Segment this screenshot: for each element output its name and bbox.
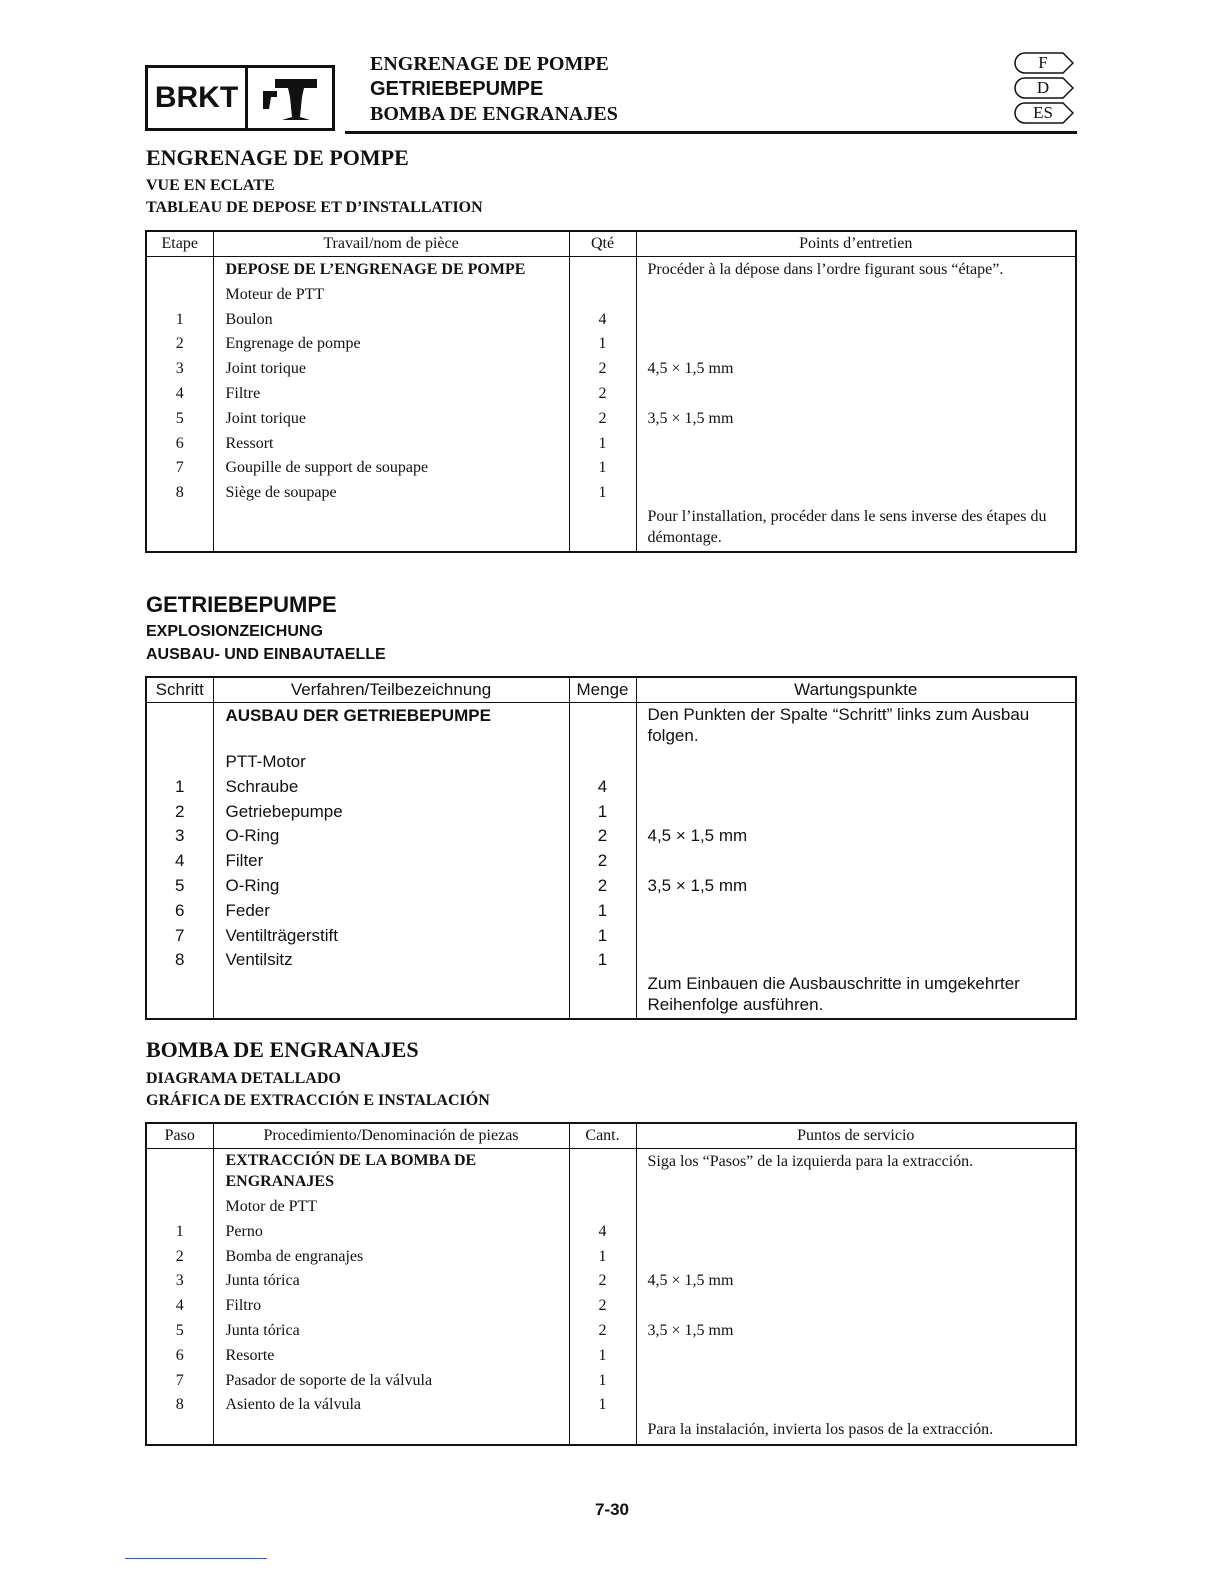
column-header: Procedimiento/Denominación de piezas bbox=[213, 1123, 569, 1149]
section-subtitle-fr-2: TABLEAU DE DEPOSE ET D’INSTALLATION bbox=[146, 199, 483, 216]
table-row: 5 Joint torique 2 3,5 × 1,5 mm bbox=[146, 407, 1076, 432]
table-fr bbox=[145, 230, 1077, 553]
table-row bbox=[146, 257, 1076, 283]
column-header: Schritt bbox=[146, 677, 213, 703]
header-titles bbox=[370, 52, 618, 127]
column-header: Points d’entretien bbox=[636, 231, 1076, 257]
table-row: 2 Engrenage de pompe 1 bbox=[146, 332, 1076, 357]
footer-divider bbox=[125, 1558, 267, 1559]
table-de bbox=[145, 676, 1077, 1020]
table-row: 6 Feder 1 bbox=[146, 899, 1076, 924]
table-row: 5 O-Ring 2 3,5 × 1,5 mm bbox=[146, 874, 1076, 899]
table-row bbox=[146, 1418, 1076, 1445]
column-header: Etape bbox=[146, 231, 213, 257]
table-row: 6 Ressort 1 bbox=[146, 432, 1076, 457]
column-header: Wartungspunkte bbox=[636, 677, 1076, 703]
language-badge-es: ES bbox=[1014, 102, 1074, 124]
section-title-es: BOMBA DE ENGRANAJES bbox=[146, 1037, 419, 1062]
motor-label: PTT-Motor bbox=[213, 750, 569, 775]
table-row: 6 Resorte 1 bbox=[146, 1344, 1076, 1369]
table-row: 8 Ventilsitz 1 bbox=[146, 948, 1076, 973]
table-row: 1 Schraube 4 bbox=[146, 775, 1076, 800]
lead-label: AUSBAU DER GETRIEBEPUMPE bbox=[213, 703, 569, 751]
table-row: 7 Pasador de soporte de la válvula 1 bbox=[146, 1369, 1076, 1394]
end-note: Para la instalación, invierta los pasos de la extracción. bbox=[636, 1418, 1076, 1445]
table-row: 4 Filtro 2 bbox=[146, 1294, 1076, 1319]
table-row: 2 Getriebepumpe 1 bbox=[146, 800, 1076, 825]
table-row bbox=[146, 973, 1076, 1019]
lead-label: EXTRACCIÓN DE LA BOMBA DE ENGRANAJES bbox=[213, 1149, 569, 1196]
table-row: 1 Perno 4 bbox=[146, 1220, 1076, 1245]
lead-label: DEPOSE DE L’ENGRENAGE DE POMPE bbox=[213, 257, 569, 283]
table-row: 7 Goupille de support de soupape 1 bbox=[146, 456, 1076, 481]
table-row bbox=[146, 1195, 1076, 1220]
column-header: Paso bbox=[146, 1123, 213, 1149]
table-row: 1 Boulon 4 bbox=[146, 308, 1076, 333]
chapter-badge bbox=[145, 65, 335, 131]
table-row: 8 Siège de soupape 1 bbox=[146, 481, 1076, 506]
header-title-de: GETRIEBEPUMPE bbox=[370, 78, 544, 100]
language-badges bbox=[1014, 52, 1074, 127]
language-badge-f: F bbox=[1014, 52, 1074, 74]
language-badge-d: D bbox=[1014, 77, 1074, 99]
header-rule bbox=[345, 131, 1077, 134]
motor-label: Moteur de PTT bbox=[213, 283, 569, 308]
section-subtitle-es-2: GRÁFICA DE EXTRACCIÓN E INSTALACIÓN bbox=[146, 1092, 490, 1109]
header-title-fr: ENGRENAGE DE POMPE bbox=[370, 53, 609, 75]
section-subtitle-fr-1: VUE EN ECLATE bbox=[146, 177, 275, 194]
table-row bbox=[146, 750, 1076, 775]
section-subtitle-de-1: EXPLOSIONZEICHUNG bbox=[146, 623, 323, 640]
table-row: 3 Joint torique 2 4,5 × 1,5 mm bbox=[146, 357, 1076, 382]
table-row: 2 Bomba de engranajes 1 bbox=[146, 1245, 1076, 1270]
section-subtitle-es-1: DIAGRAMA DETALLADO bbox=[146, 1070, 341, 1087]
table-es bbox=[145, 1122, 1077, 1446]
column-header: Menge bbox=[569, 677, 636, 703]
table-row: 3 O-Ring 2 4,5 × 1,5 mm bbox=[146, 824, 1076, 849]
lead-note: Siga los “Pasos” de la izquierda para la extracción. bbox=[636, 1149, 1076, 1196]
motor-label: Motor de PTT bbox=[213, 1195, 569, 1220]
table-row: 4 Filtre 2 bbox=[146, 382, 1076, 407]
table-row: 3 Junta tórica 2 4,5 × 1,5 mm bbox=[146, 1269, 1076, 1294]
table-row bbox=[146, 703, 1076, 751]
section-subtitle-de-2: AUSBAU- UND EINBAUTAELLE bbox=[146, 646, 386, 663]
table-row: 8 Asiento de la válvula 1 bbox=[146, 1393, 1076, 1418]
lead-note: Procéder à la dépose dans l’ordre figurant sous “étape”. bbox=[636, 257, 1076, 283]
page-number: 7-30 bbox=[594, 1500, 630, 1519]
end-note: Zum Einbauen die Ausbauschritte in umgekehrter Reihenfolge ausführen. bbox=[636, 973, 1076, 1019]
column-header: Travail/nom de pièce bbox=[213, 231, 569, 257]
table-row: 4 Filter 2 bbox=[146, 849, 1076, 874]
section-title-fr: ENGRENAGE DE POMPE bbox=[146, 145, 409, 170]
header-title-es: BOMBA DE ENGRANAJES bbox=[370, 103, 618, 125]
table-row bbox=[146, 1149, 1076, 1196]
chapter-code: BRKT bbox=[148, 68, 248, 128]
table-row: 5 Junta tórica 2 3,5 × 1,5 mm bbox=[146, 1319, 1076, 1344]
table-row bbox=[146, 506, 1076, 552]
table-row bbox=[146, 283, 1076, 308]
end-note: Pour l’installation, procéder dans le sens inverse des étapes du démontage. bbox=[636, 506, 1076, 552]
column-header: Qté bbox=[569, 231, 636, 257]
table-row: 7 Ventilträgerstift 1 bbox=[146, 924, 1076, 949]
column-header: Cant. bbox=[569, 1123, 636, 1149]
lead-note: Den Punkten der Spalte “Schritt” links zum Ausbau folgen. bbox=[636, 703, 1076, 751]
column-header: Puntos de servicio bbox=[636, 1123, 1076, 1149]
bracket-tool-icon bbox=[248, 68, 332, 128]
section-title-de: GETRIEBEPUMPE bbox=[146, 592, 337, 617]
column-header: Verfahren/Teilbezeichnung bbox=[213, 677, 569, 703]
